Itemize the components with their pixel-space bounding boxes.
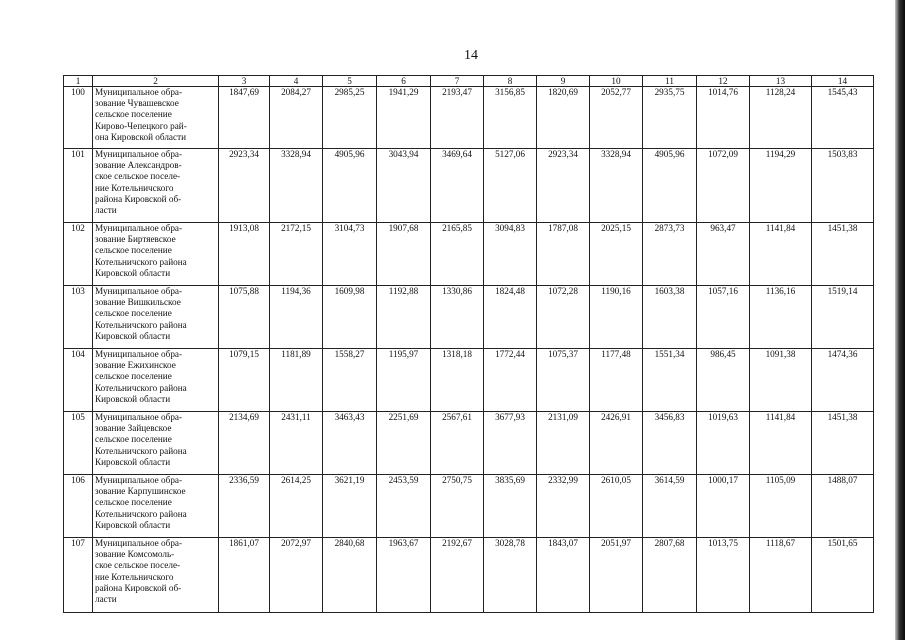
column-header: 4 — [270, 76, 323, 87]
value-cell: 1330,86 — [431, 286, 484, 349]
value-cell: 1177,48 — [590, 349, 643, 412]
value-cell: 1861,07 — [219, 538, 270, 613]
value-cell: 1079,15 — [219, 349, 270, 412]
value-cell: 2614,25 — [270, 475, 323, 538]
value-cell: 1488,07 — [812, 475, 874, 538]
value-cell: 2935,75 — [643, 87, 697, 149]
value-cell: 3028,78 — [484, 538, 537, 613]
table-row — [64, 286, 874, 349]
value-cell: 3621,19 — [323, 475, 377, 538]
value-cell: 2193,47 — [431, 87, 484, 149]
value-cell: 1194,36 — [270, 286, 323, 349]
value-cell: 3043,94 — [377, 149, 431, 223]
value-cell: 2336,59 — [219, 475, 270, 538]
value-cell: 3328,94 — [590, 149, 643, 223]
value-cell: 1136,16 — [750, 286, 812, 349]
value-cell: 1190,16 — [590, 286, 643, 349]
row-number: 101 — [64, 149, 93, 223]
value-cell: 2251,69 — [377, 412, 431, 475]
value-cell: 2840,68 — [323, 538, 377, 613]
value-cell: 2807,68 — [643, 538, 697, 613]
value-cell: 2025,15 — [590, 223, 643, 286]
column-header: 10 — [590, 76, 643, 87]
value-cell: 3614,59 — [643, 475, 697, 538]
value-cell: 1118,67 — [750, 538, 812, 613]
value-cell: 1913,08 — [219, 223, 270, 286]
value-cell: 1847,69 — [219, 87, 270, 149]
value-cell: 3328,94 — [270, 149, 323, 223]
value-cell: 2431,11 — [270, 412, 323, 475]
municipality-name: Муниципальное обра- зование Чувашевское сельское поселение Кирово-Чепецкого рай- она Кировской области — [93, 87, 219, 149]
value-cell: 1519,14 — [812, 286, 874, 349]
column-header: 13 — [750, 76, 812, 87]
value-cell: 1075,88 — [219, 286, 270, 349]
value-cell: 1787,08 — [537, 223, 590, 286]
value-cell: 1772,44 — [484, 349, 537, 412]
municipality-name: Муниципальное обра- зование Вишкильское сельское поселение Котельничского района Кировской области — [93, 286, 219, 349]
value-cell: 1963,67 — [377, 538, 431, 613]
value-cell: 2426,91 — [590, 412, 643, 475]
table-row — [64, 223, 874, 286]
value-cell: 3104,73 — [323, 223, 377, 286]
value-cell: 4905,96 — [323, 149, 377, 223]
value-cell: 2072,97 — [270, 538, 323, 613]
value-cell: 1057,16 — [697, 286, 750, 349]
row-number: 105 — [64, 412, 93, 475]
value-cell: 3835,69 — [484, 475, 537, 538]
municipality-name: Муниципальное обра- зование Александров- ское сельское поселе- ние Котельничского района Кировской об- ласти — [93, 149, 219, 223]
row-number: 107 — [64, 538, 93, 613]
value-cell: 3094,83 — [484, 223, 537, 286]
table-row — [64, 538, 874, 613]
value-cell: 1141,84 — [750, 223, 812, 286]
value-cell: 1075,37 — [537, 349, 590, 412]
column-header: 2 — [93, 76, 219, 87]
value-cell: 1181,89 — [270, 349, 323, 412]
value-cell: 3156,85 — [484, 87, 537, 149]
value-cell: 963,47 — [697, 223, 750, 286]
column-header: 1 — [64, 76, 93, 87]
column-header: 14 — [812, 76, 874, 87]
column-header: 8 — [484, 76, 537, 87]
value-cell: 2134,69 — [219, 412, 270, 475]
value-cell: 1128,24 — [750, 87, 812, 149]
value-cell: 2873,73 — [643, 223, 697, 286]
value-cell: 1558,27 — [323, 349, 377, 412]
value-cell: 1545,43 — [812, 87, 874, 149]
scan-edge — [895, 0, 905, 640]
table-header-row — [64, 76, 874, 87]
value-cell: 2567,61 — [431, 412, 484, 475]
row-number: 103 — [64, 286, 93, 349]
value-cell: 2923,34 — [219, 149, 270, 223]
value-cell: 1820,69 — [537, 87, 590, 149]
value-cell: 1318,18 — [431, 349, 484, 412]
column-header: 9 — [537, 76, 590, 87]
value-cell: 1072,28 — [537, 286, 590, 349]
value-cell: 1603,38 — [643, 286, 697, 349]
value-cell: 1019,63 — [697, 412, 750, 475]
value-cell: 2332,99 — [537, 475, 590, 538]
value-cell: 1609,98 — [323, 286, 377, 349]
value-cell: 1091,38 — [750, 349, 812, 412]
value-cell: 2051,97 — [590, 538, 643, 613]
value-cell: 1451,38 — [812, 223, 874, 286]
value-cell: 1551,34 — [643, 349, 697, 412]
column-header: 11 — [643, 76, 697, 87]
value-cell: 2131,09 — [537, 412, 590, 475]
value-cell: 2084,27 — [270, 87, 323, 149]
value-cell: 4905,96 — [643, 149, 697, 223]
value-cell: 3463,43 — [323, 412, 377, 475]
value-cell: 2610,05 — [590, 475, 643, 538]
column-header: 7 — [431, 76, 484, 87]
value-cell: 1474,36 — [812, 349, 874, 412]
table-row — [64, 149, 874, 223]
value-cell: 1194,29 — [750, 149, 812, 223]
value-cell: 3469,64 — [431, 149, 484, 223]
row-number: 100 — [64, 87, 93, 149]
row-number: 102 — [64, 223, 93, 286]
value-cell: 5127,06 — [484, 149, 537, 223]
value-cell: 1141,84 — [750, 412, 812, 475]
municipality-name: Муниципальное обра- зование Карпушинское сельское поселение Котельничского района Кировской области — [93, 475, 219, 538]
value-cell: 2172,15 — [270, 223, 323, 286]
value-cell: 2985,25 — [323, 87, 377, 149]
data-table — [63, 75, 874, 613]
value-cell: 1503,83 — [812, 149, 874, 223]
value-cell: 1014,76 — [697, 87, 750, 149]
value-cell: 1451,38 — [812, 412, 874, 475]
municipality-name: Муниципальное обра- зование Биртяевское сельское поселение Котельничского района Кировской области — [93, 223, 219, 286]
value-cell: 1941,29 — [377, 87, 431, 149]
value-cell: 1501,65 — [812, 538, 874, 613]
value-cell: 2192,67 — [431, 538, 484, 613]
row-number: 104 — [64, 349, 93, 412]
municipality-name: Муниципальное обра- зование Зайцевское сельское поселение Котельничского района Кировской области — [93, 412, 219, 475]
municipality-name: Муниципальное обра- зование Комсомоль- ское сельское поселе- ние Котельничского района Кировской об- ласти — [93, 538, 219, 613]
value-cell: 1105,09 — [750, 475, 812, 538]
value-cell: 1843,07 — [537, 538, 590, 613]
value-cell: 2052,77 — [590, 87, 643, 149]
column-header: 3 — [219, 76, 270, 87]
value-cell: 1907,68 — [377, 223, 431, 286]
column-header: 5 — [323, 76, 377, 87]
table-body — [64, 87, 874, 613]
table-row — [64, 349, 874, 412]
row-number: 106 — [64, 475, 93, 538]
value-cell: 1192,88 — [377, 286, 431, 349]
value-cell: 3677,93 — [484, 412, 537, 475]
table-row — [64, 412, 874, 475]
value-cell: 2923,34 — [537, 149, 590, 223]
value-cell: 1195,97 — [377, 349, 431, 412]
page-number: 14 — [464, 48, 478, 63]
column-header: 6 — [377, 76, 431, 87]
table-row — [64, 87, 874, 149]
value-cell: 1072,09 — [697, 149, 750, 223]
value-cell: 1013,75 — [697, 538, 750, 613]
value-cell: 1000,17 — [697, 475, 750, 538]
value-cell: 1824,48 — [484, 286, 537, 349]
value-cell: 2165,85 — [431, 223, 484, 286]
value-cell: 2453,59 — [377, 475, 431, 538]
value-cell: 3456,83 — [643, 412, 697, 475]
value-cell: 986,45 — [697, 349, 750, 412]
municipality-name: Муниципальное обра- зование Ежихинское сельское поселение Котельничского района Кировской области — [93, 349, 219, 412]
table-row — [64, 475, 874, 538]
value-cell: 2750,75 — [431, 475, 484, 538]
column-header: 12 — [697, 76, 750, 87]
